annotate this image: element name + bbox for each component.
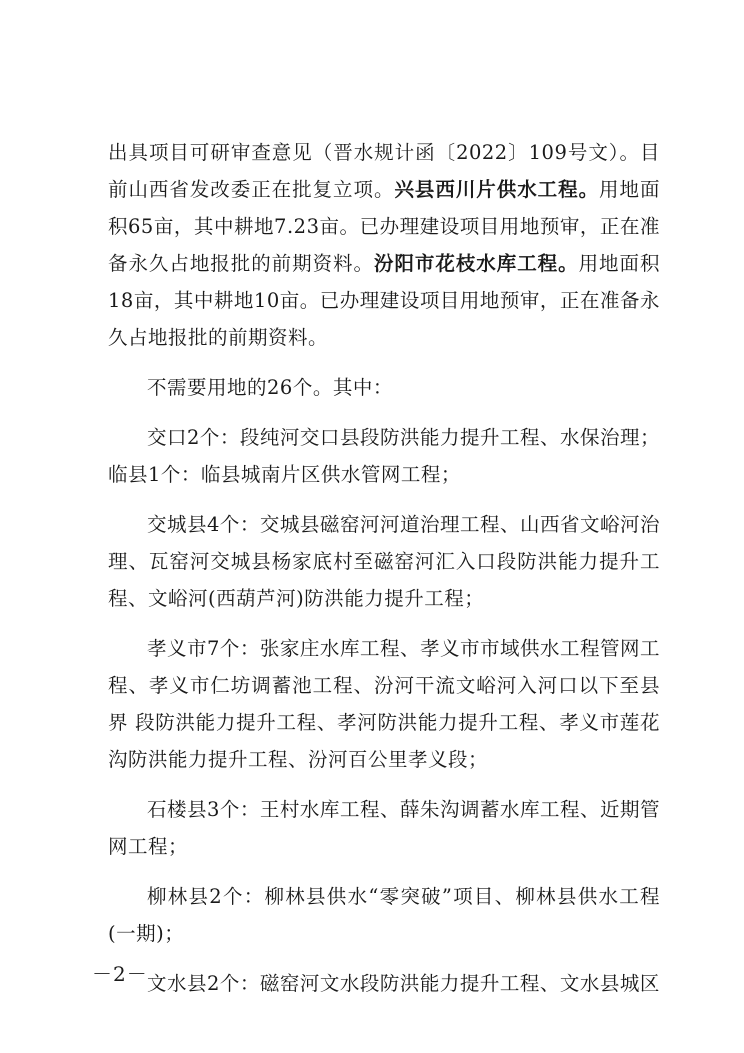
paragraph xyxy=(108,506,660,617)
paragraph-text: 不需要用地的26个。其中： xyxy=(147,376,393,399)
paragraph-text: 交城县4个：交城县磁窑河河道治理工程、山西省文峪河治理、瓦窑河交城县杨家底村至磁窑河汇入口段防洪能力提升工程、文峪河(西葫芦河)防洪能力提升工程； xyxy=(108,513,660,610)
paragraph-text: 文水县2个：磁窑河文水段防洪能力提升工程、文水县城区 xyxy=(147,972,660,995)
paragraph-text: 柳林县2个：柳林县供水“零突破”项目、柳林县供水工程(一期)； xyxy=(108,885,660,945)
paragraph xyxy=(108,134,660,356)
bold-heading-text: 汾阳市花枝水库工程。 xyxy=(373,252,579,275)
paragraph-text: 孝义市7个：张家庄水库工程、孝义市市域供水工程管网工程、孝义市仁坊调蓄池工程、汾河干流文峪河入河口以下至县界 段防洪能力提升工程、孝河防洪能力提升工程、孝义市莲花沟防洪能力提升工程、汾河百公里孝义段； xyxy=(108,637,660,771)
paragraph xyxy=(108,630,660,778)
body-text xyxy=(108,134,660,1015)
paragraph xyxy=(108,369,660,406)
paragraph-text: 石楼县3个：王村水库工程、薛朱沟调蓄水库工程、近期管网工程； xyxy=(108,798,660,858)
paragraph-text: 出具项目可研审查意见（晋水规计函〔2022〕109号文）。目前山西省发改委正在批复立项。 xyxy=(108,141,660,201)
paragraph xyxy=(108,791,660,865)
bold-heading-text: 兴县西川片供水工程。 xyxy=(394,178,600,201)
paragraph-text: 用地面积18亩，其中耕地10亩。已办理建设项目用地预审，正在准备永久占地报批的前期资料。 xyxy=(108,252,660,349)
page-number: －2－ xyxy=(92,962,148,986)
paragraph-text: 用地面积65亩，其中耕地7.23亩。已办理建设项目用地预审，正在准备永久占地报批的前期资料。 xyxy=(108,178,660,275)
paragraph-text: 交口2个：段纯河交口县段防洪能力提升工程、水保治理；临县1个：临县城南片区供水管网工程； xyxy=(108,426,660,486)
paragraph xyxy=(108,878,660,952)
paragraph xyxy=(108,965,660,1002)
paragraph xyxy=(108,419,660,493)
